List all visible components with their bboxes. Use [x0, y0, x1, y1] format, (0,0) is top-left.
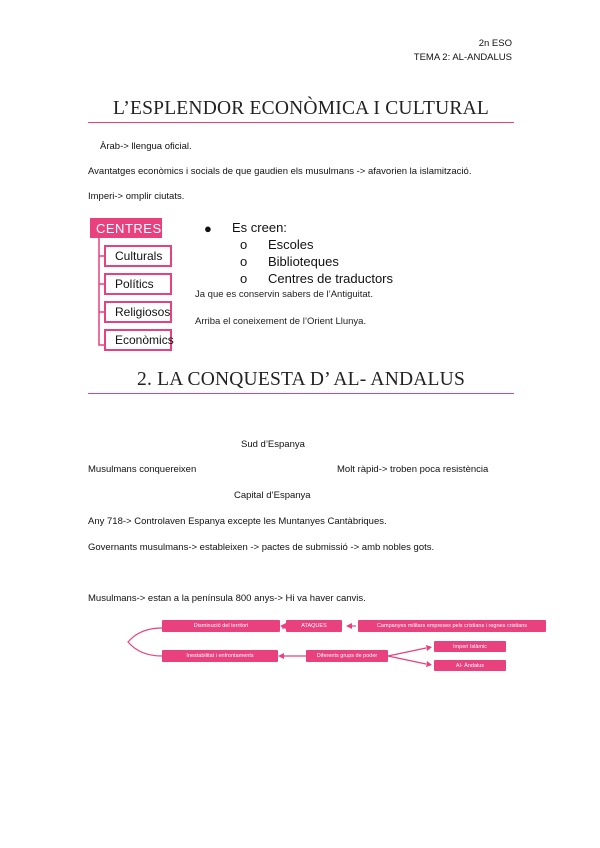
note-orient: Arriba el coneixement de l’Orient Llunya. — [195, 316, 367, 327]
section1-line-3: Imperi-> omplir ciutats. — [88, 191, 185, 202]
scheme-top: Sud d’Espanya — [241, 439, 305, 450]
centres-item-culturals: Culturals — [104, 245, 172, 267]
box-attacks: ATAQUES — [286, 620, 342, 632]
list-item-traductors: Centres de traductors — [268, 271, 394, 286]
section2-line-1: Any 718-> Controlaven Espanya excepte les Muntanyes Cantàbriques. — [88, 516, 387, 527]
list-main: Es creen: — [232, 220, 287, 235]
centres-item-religiosos: Religiosos — [104, 301, 172, 323]
scheme-left: Musulmans conquereixen — [88, 464, 197, 475]
section1-line-1: Àrab-> llengua oficial. — [100, 141, 192, 152]
header-topic: TEMA 2: AL-ANDALUS — [413, 52, 512, 63]
box-power-groups: Diferents grups de poder — [306, 650, 388, 662]
box-al-andalus: Al- Àndalus — [434, 660, 506, 671]
list-marker-3: o — [240, 271, 248, 286]
centres-heading: CENTRES — [90, 218, 162, 238]
list-item-escoles: Escoles — [268, 237, 314, 252]
section2-line-2: Governants musulmans-> estableixen -> pactes de submissió -> amb nobles gots. — [88, 542, 435, 553]
section2-line-3: Musulmans-> estan a la península 800 anys-> Hi va haver canvis. — [88, 593, 366, 604]
centres-item-politics: Polítics — [104, 273, 172, 295]
changes-diagram — [120, 612, 550, 678]
list-marker-1: o — [240, 237, 248, 252]
list-marker-2: o — [240, 254, 248, 269]
section1-rule — [88, 122, 514, 123]
scheme-right: Molt ràpid-> troben poca resistència — [337, 464, 489, 475]
section1-title: L’ESPLENDOR ECONÒMICA I CULTURAL — [112, 98, 490, 119]
box-military-campaigns: Campanyes militars empreses pels cristians i regnes cristians — [358, 620, 546, 632]
section2-rule — [88, 393, 514, 394]
centres-diagram — [90, 218, 180, 354]
box-islamic-empire: Imperi Islàmic — [434, 641, 506, 652]
scheme-bottom: Capital d’Espanya — [234, 490, 311, 501]
bullet-dot: ● — [204, 221, 212, 236]
note-antiguitat: Ja que es conservin sabers de l’Antiguitat. — [195, 289, 373, 300]
box-territory-decline: Disminució del territori — [162, 620, 280, 632]
box-instability: Inestabilitat i enfrontaments — [162, 650, 278, 662]
section2-title: 2. LA CONQUESTA D’ AL- ANDALUS — [137, 369, 465, 390]
list-item-biblioteques: Biblioteques — [268, 254, 339, 269]
section1-line-2: Avantatges econòmics i socials de que gaudien els musulmans -> afavorien la islamització. — [88, 166, 472, 177]
centres-item-economics: Econòmics — [104, 329, 172, 351]
header-course: 2n ESO — [478, 38, 512, 49]
